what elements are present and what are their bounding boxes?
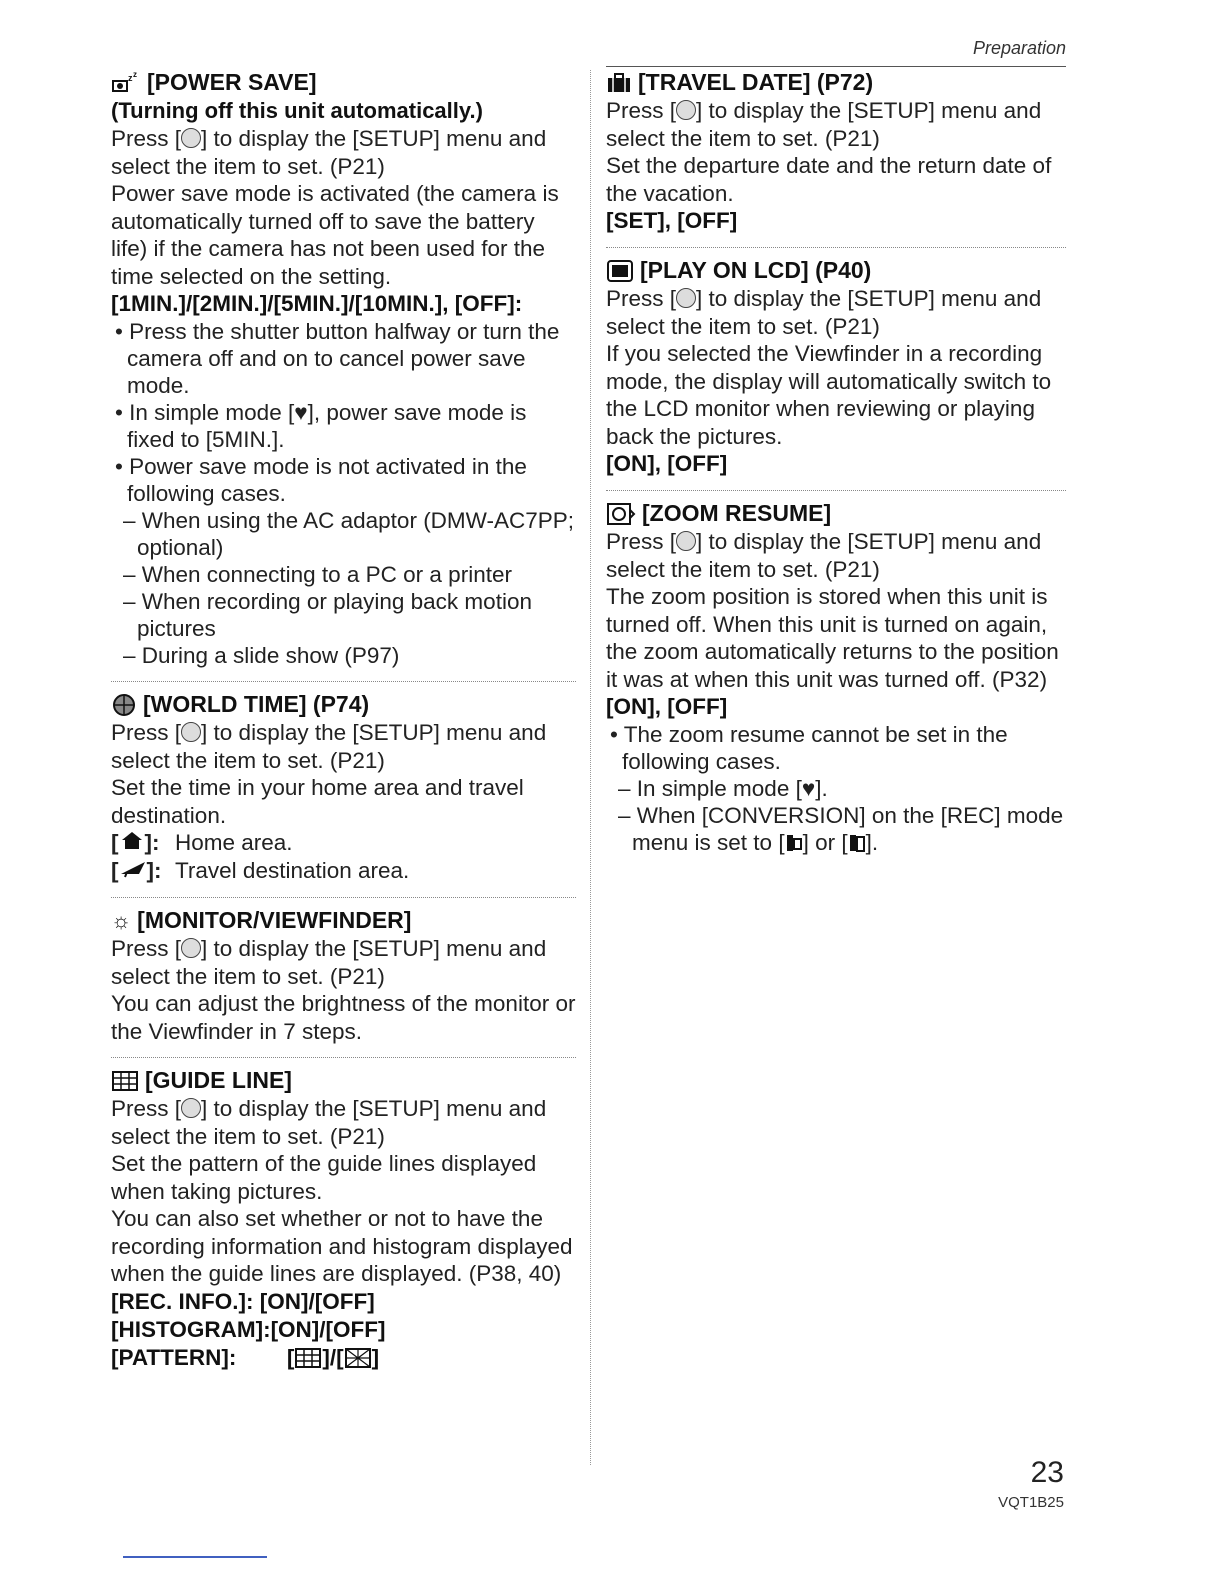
svg-text:z: z xyxy=(128,72,133,83)
travel-date-title: [TRAVEL DATE] (P72) xyxy=(606,68,1066,97)
heart-icon: ♥ xyxy=(294,400,308,425)
power-save-notes xyxy=(111,318,576,507)
menu-set-icon xyxy=(676,531,696,551)
case-item: – In simple mode [♥]. xyxy=(614,775,1066,802)
case-item: – During a slide show (P97) xyxy=(119,642,576,669)
note-item: • The zoom resume cannot be set in the following cases. xyxy=(606,721,1066,775)
travel-area-row: [ ]: Travel destination area. xyxy=(111,858,410,883)
menu-set-icon xyxy=(181,722,201,742)
world-time-desc: Set the time in your home area and travel destination. xyxy=(111,775,524,828)
world-time-title: [WORLD TIME] (P74) xyxy=(111,690,576,719)
page-header xyxy=(606,36,1066,67)
monitor-desc: You can adjust the brightness of the monitor or the Viewfinder in 7 steps. xyxy=(111,991,576,1044)
menu-set-icon xyxy=(181,938,201,958)
case-item: – When using the AC adaptor (DMW-AC7PP; optional) xyxy=(119,507,576,561)
case-item: – When connecting to a PC or a printer xyxy=(119,561,576,588)
power-save-subtitle: (Turning off this unit automatically.) xyxy=(111,98,483,123)
airplane-icon xyxy=(119,857,147,885)
power-save-section xyxy=(111,68,576,677)
travel-date-press: Press [ ] to display the [SETUP] menu and select the item to set. (P21) xyxy=(606,98,1042,151)
travel-date-options: [SET], [OFF] xyxy=(606,208,738,233)
pattern-option: [PATTERN]: [ ]/[ ] xyxy=(111,1344,380,1370)
lcd-icon xyxy=(606,259,634,283)
menu-set-icon xyxy=(676,288,696,308)
play-on-lcd-options: [ON], [OFF] xyxy=(606,451,728,476)
guide-line-section xyxy=(111,1057,576,1380)
column-divider xyxy=(590,70,591,1465)
case-item: – When [CONVERSION] on the [REC] mode menu is set to [ ] or [ ]. xyxy=(614,802,1066,856)
travel-date-desc: Set the departure date and the return date of the vacation. xyxy=(606,153,1052,206)
note-item: • Press the shutter button halfway or turn the camera off and on to cancel power save mode. xyxy=(111,318,576,399)
play-on-lcd-press: Press [ ] to display the [SETUP] menu and select the item to set. (P21) xyxy=(606,286,1042,339)
histogram-option: [HISTOGRAM]:[ON]/[OFF] xyxy=(111,1316,386,1342)
guide-line-desc: Set the pattern of the guide lines displayed when taking pictures. xyxy=(111,1151,537,1204)
zoom-resume-desc: The zoom position is stored when this unit is turned off. When this unit is turned on again, the zoom automatically returns to the position it was at when this unit was turned off. (P32) xyxy=(606,584,1059,692)
zoom-resume-section xyxy=(606,490,1066,864)
world-time-section xyxy=(111,681,576,893)
heart-icon: ♥ xyxy=(801,776,816,801)
right-column xyxy=(606,68,1066,864)
zoom-resume-press: Press [ ] to display the [SETUP] menu and select the item to set. (P21) xyxy=(606,529,1042,582)
conversion-wide-icon xyxy=(785,830,803,855)
svg-text:z: z xyxy=(133,70,137,79)
guide-line-title: [GUIDE LINE] xyxy=(111,1066,576,1095)
monitor-title: ☼ [MONITOR/VIEWFINDER] xyxy=(111,907,412,933)
header-title: Preparation xyxy=(972,38,1066,58)
home-icon xyxy=(119,829,145,857)
zoom-resume-options: [ON], [OFF] xyxy=(606,694,728,719)
power-save-desc: Power save mode is activated (the camera is automatically turned off to save the battery life) if the camera has not been used for the time selected on the setting. xyxy=(111,181,559,289)
power-save-options: [1MIN.]/[2MIN.]/[5MIN.]/[10MIN.], [OFF]: xyxy=(111,291,523,316)
guide-line-desc-2: You can also set whether or not to have the recording information and histogram displayed when the guide lines are displayed. (P38, 40) xyxy=(111,1206,573,1286)
note-item: • Power save mode is not activated in the following cases. xyxy=(111,453,576,507)
bottom-rule xyxy=(123,1556,267,1558)
sun-icon: ☼ xyxy=(111,908,132,933)
power-save-title: z z [POWER SAVE] xyxy=(111,68,576,97)
left-column xyxy=(111,68,576,1380)
zoom-resume-notes xyxy=(606,721,1066,775)
menu-set-icon xyxy=(676,100,696,120)
menu-set-icon xyxy=(181,1098,201,1118)
power-save-cases xyxy=(111,507,576,669)
diagonal-pattern-icon xyxy=(344,1345,372,1370)
grid-pattern-icon xyxy=(294,1345,322,1370)
rec-info-option: [REC. INFO.]: [ON]/[OFF] xyxy=(111,1288,375,1314)
world-time-icon xyxy=(111,693,137,717)
monitor-press: Press [ ] to display the [SETUP] menu and select the item to set. (P21) xyxy=(111,936,547,989)
play-on-lcd-section xyxy=(606,247,1066,486)
suitcase-icon xyxy=(606,72,632,94)
menu-set-icon xyxy=(181,128,201,148)
travel-date-section xyxy=(606,68,1066,243)
case-item: – When recording or playing back motion pictures xyxy=(119,588,576,642)
home-area-row: [ ]: Home area. xyxy=(111,830,293,855)
power-save-press: Press [ ] to display the [SETUP] menu and select the item to set. (P21) xyxy=(111,126,547,179)
world-time-press: Press [ ] to display the [SETUP] menu and select the item to set. (P21) xyxy=(111,720,547,773)
play-on-lcd-title: [PLAY ON LCD] (P40) xyxy=(606,256,1066,285)
conversion-tele-icon xyxy=(848,830,866,855)
play-on-lcd-desc: If you selected the Viewfinder in a recording mode, the display will automatically switch to the LCD monitor when reviewing or playing back the pictures. xyxy=(606,341,1052,449)
page-number: 23 xyxy=(1030,1456,1064,1489)
grid-icon xyxy=(111,1070,139,1092)
guide-line-press: Press [ ] to display the [SETUP] menu and select the item to set. (P21) xyxy=(111,1096,547,1149)
zoom-resume-cases xyxy=(606,775,1066,856)
zoom-resume-title: [ZOOM RESUME] xyxy=(606,499,1066,528)
zoom-resume-icon xyxy=(606,502,636,526)
document-code: VQT1B25 xyxy=(998,1494,1064,1511)
monitor-section xyxy=(111,897,576,1053)
power-save-icon xyxy=(111,71,141,95)
note-item: • In simple mode [♥], power save mode is fixed to [5MIN.]. xyxy=(111,399,576,453)
